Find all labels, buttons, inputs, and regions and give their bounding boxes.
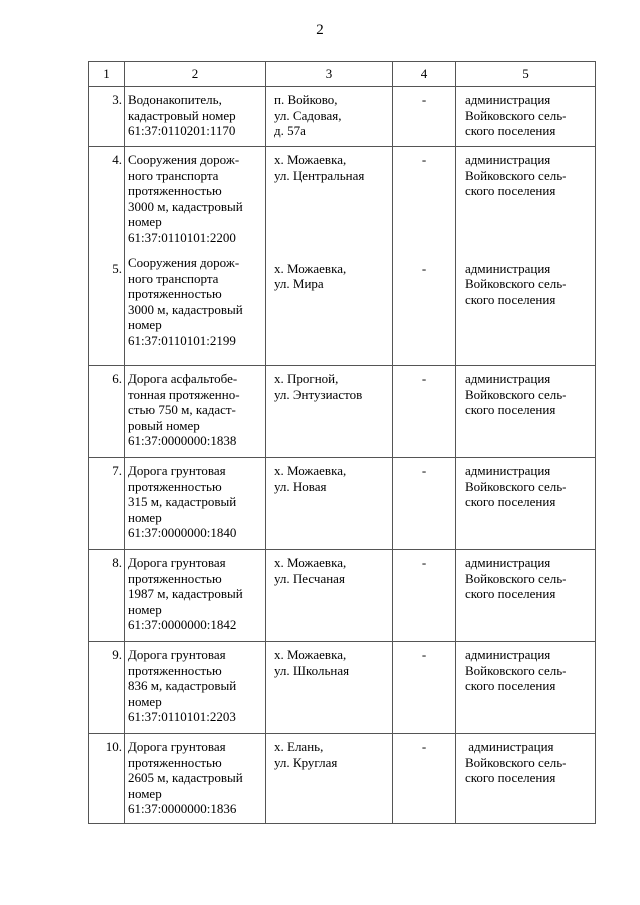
col4-value bbox=[393, 147, 456, 366]
name-line: Сооружения дорож- bbox=[128, 152, 240, 167]
table-row bbox=[89, 147, 596, 366]
table-row bbox=[89, 734, 596, 824]
owner-line: Войковского сель- bbox=[465, 276, 567, 291]
address-line: ул. Круглая bbox=[274, 754, 338, 770]
object-owner bbox=[456, 734, 596, 824]
spacer bbox=[89, 168, 122, 261]
owner-line: Войковского сель- bbox=[465, 478, 567, 494]
object-name bbox=[125, 147, 266, 366]
name-line: 61:37:0000000:1840 bbox=[128, 525, 237, 540]
address-line: х. Можаевка, bbox=[274, 647, 347, 662]
address-line: ул. Песчаная bbox=[274, 570, 345, 586]
object-name bbox=[125, 87, 266, 147]
object-owner bbox=[456, 550, 596, 642]
owner-line: Войковского сель- bbox=[465, 754, 567, 770]
address-line: д. 57а bbox=[274, 123, 306, 138]
object-address bbox=[266, 147, 393, 366]
page-number: 2 bbox=[316, 22, 324, 38]
spacer bbox=[274, 183, 390, 261]
name-line: 836 м, кадастровый bbox=[128, 678, 237, 693]
col4-value: - bbox=[393, 87, 456, 147]
name-line: Дорога грунтовая bbox=[128, 739, 226, 754]
owner-line: администрация bbox=[465, 555, 551, 570]
header-col-5: 5 bbox=[456, 62, 596, 87]
table-row bbox=[89, 550, 596, 642]
owner-line: администрация bbox=[465, 260, 551, 276]
name-line: номер bbox=[128, 214, 162, 229]
row-number: 9. bbox=[89, 642, 125, 734]
name-line: протяженностью bbox=[128, 478, 222, 494]
address-line: ул. Садовая, bbox=[274, 107, 342, 123]
table-row bbox=[89, 458, 596, 550]
object-name bbox=[125, 734, 266, 824]
owner-line: Войковского сель- bbox=[465, 570, 567, 586]
owner-line: администрация bbox=[465, 92, 551, 107]
name-line: 3000 м, кадастровый bbox=[128, 301, 243, 317]
address-line: х. Прогной, bbox=[274, 371, 339, 386]
table-row bbox=[89, 366, 596, 458]
name-line: ного транспорта bbox=[128, 270, 219, 286]
object-owner bbox=[456, 147, 596, 366]
name-line: тонная протяженно- bbox=[128, 386, 240, 402]
name-line: 61:37:0000000:1838 bbox=[128, 433, 237, 448]
col4-value: - bbox=[393, 550, 456, 642]
owner-line: администрация bbox=[465, 152, 551, 167]
col4-value: - bbox=[393, 642, 456, 734]
owner-line: ского поселения bbox=[465, 291, 556, 307]
col4-value-5: - bbox=[421, 260, 427, 276]
name-line: номер bbox=[128, 601, 162, 617]
address-line: х. Можаевка, bbox=[274, 260, 347, 276]
object-name bbox=[125, 458, 266, 550]
name-line: 1987 м, кадастровый bbox=[128, 586, 243, 601]
name-line: Водонакопитель, bbox=[128, 92, 222, 107]
owner-line: администрация bbox=[465, 647, 551, 662]
row-number bbox=[89, 147, 125, 366]
name-line: 61:37:0110101:2200 bbox=[128, 229, 236, 245]
row-number: 10. bbox=[89, 734, 125, 824]
row-number: 6. bbox=[89, 366, 125, 458]
property-table bbox=[88, 61, 596, 824]
name-line: протяженностью bbox=[128, 570, 222, 586]
owner-line: администрация bbox=[465, 371, 551, 386]
name-line: ного транспорта bbox=[128, 167, 219, 183]
name-line: 61:37:0000000:1836 bbox=[128, 801, 237, 816]
col4-value: - bbox=[393, 458, 456, 550]
address-line: х. Можаевка, bbox=[274, 555, 347, 570]
table-header-row bbox=[89, 62, 596, 87]
row-number: 7. bbox=[89, 458, 125, 550]
owner-line: ского поселения bbox=[465, 402, 556, 417]
table-row bbox=[89, 87, 596, 147]
name-line: протяженностью bbox=[128, 662, 222, 678]
name-line: 61:37:0110201:1170 bbox=[128, 123, 236, 138]
name-line: стью 750 м, кадаст- bbox=[128, 402, 236, 417]
name-line: Сооружения дорож- bbox=[128, 255, 240, 270]
address-line: х. Можаевка, bbox=[274, 463, 347, 478]
name-line: номер bbox=[128, 785, 162, 801]
header-col-3: 3 bbox=[266, 62, 393, 87]
name-line: 61:37:0000000:1842 bbox=[128, 617, 237, 632]
object-owner bbox=[456, 642, 596, 734]
object-name bbox=[125, 642, 266, 734]
object-owner bbox=[456, 366, 596, 458]
col4-value: - bbox=[393, 734, 456, 824]
owner-line: администрация bbox=[465, 739, 554, 754]
object-name bbox=[125, 550, 266, 642]
name-line: номер bbox=[128, 509, 162, 525]
row-number: 3. bbox=[89, 87, 125, 147]
owner-line: ского поселения bbox=[465, 678, 556, 693]
owner-line: ского поселения bbox=[465, 494, 556, 509]
owner-line: администрация bbox=[465, 463, 551, 478]
col4-value-4: - bbox=[421, 152, 427, 167]
owner-line: Войковского сель- bbox=[465, 662, 567, 678]
header-col-1: 1 bbox=[89, 62, 125, 87]
object-owner bbox=[456, 458, 596, 550]
name-line: Дорога грунтовая bbox=[128, 647, 226, 662]
address-line: х. Можаевка, bbox=[274, 152, 347, 167]
name-line: 61:37:0110101:2199 bbox=[128, 332, 236, 348]
owner-line: Войковского сель- bbox=[465, 107, 567, 123]
row-number: 8. bbox=[89, 550, 125, 642]
name-line: 61:37:0110101:2203 bbox=[128, 709, 236, 724]
address-line: ул. Школьная bbox=[274, 662, 350, 678]
name-line: Дорога асфальтобе- bbox=[128, 371, 238, 386]
name-line: протяженностью bbox=[128, 754, 222, 770]
name-line: 3000 м, кадастровый bbox=[128, 198, 243, 214]
name-line: ровый номер bbox=[128, 417, 200, 433]
row-number-4: 4. bbox=[112, 152, 122, 167]
name-line: Дорога грунтовая bbox=[128, 555, 226, 570]
name-line: номер bbox=[128, 693, 162, 709]
col4-value: - bbox=[393, 366, 456, 458]
name-line: протяженностью bbox=[128, 183, 222, 198]
address-line: х. Елань, bbox=[274, 739, 324, 754]
name-line: 2605 м, кадастровый bbox=[128, 770, 243, 785]
spacer bbox=[393, 168, 455, 261]
name-line: 315 м, кадастровый bbox=[128, 494, 237, 509]
owner-line: ского поселения bbox=[465, 123, 556, 138]
object-owner bbox=[456, 87, 596, 147]
object-address bbox=[266, 87, 393, 147]
name-line: протяженностью bbox=[128, 286, 222, 301]
object-address bbox=[266, 366, 393, 458]
owner-line: Войковского сель- bbox=[465, 167, 567, 183]
name-line: номер bbox=[128, 317, 162, 332]
name-line: Дорога грунтовая bbox=[128, 463, 226, 478]
address-line: ул. Центральная bbox=[274, 167, 365, 183]
name-line: кадастровый номер bbox=[128, 107, 236, 123]
row-number-5: 5. bbox=[112, 260, 122, 276]
object-address bbox=[266, 642, 393, 734]
object-address bbox=[266, 550, 393, 642]
owner-line: Войковского сель- bbox=[465, 386, 567, 402]
object-name bbox=[125, 366, 266, 458]
address-line: п. Войково, bbox=[274, 92, 338, 107]
header-col-2: 2 bbox=[125, 62, 266, 87]
spacer bbox=[128, 245, 263, 255]
address-line: ул. Новая bbox=[274, 478, 327, 494]
owner-line: ского поселения bbox=[465, 183, 556, 198]
address-line: ул. Энтузиастов bbox=[274, 386, 363, 402]
object-address bbox=[266, 734, 393, 824]
owner-line: ского поселения bbox=[465, 586, 556, 601]
table-row bbox=[89, 642, 596, 734]
owner-line: ского поселения bbox=[465, 770, 556, 785]
object-address bbox=[266, 458, 393, 550]
spacer bbox=[465, 199, 593, 261]
header-col-4: 4 bbox=[393, 62, 456, 87]
address-line: ул. Мира bbox=[274, 276, 324, 291]
